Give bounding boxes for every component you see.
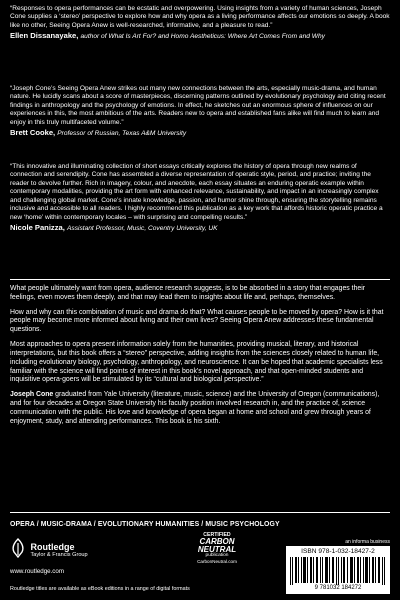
blurb-quote: “Responses to opera performances can be ecstatic and overpowering. Using insights from a variety of human sciences, Joseph Cone supplies a ‘stereo’ perspective to explore how and why opera as a living performance affects our emotions so deeply. A book like no other, Seeing Opera Anew is well-researched, informative, and a pleasure to read.” (10, 5, 390, 29)
cert-line-3: publication (205, 553, 229, 559)
informa-business: an informa business (345, 539, 390, 545)
routledge-logo-icon (10, 538, 26, 563)
cert-neutral: NEUTRAL (197, 544, 237, 554)
publisher-name: Routledge (30, 541, 75, 552)
blurb-author: Brett Cooke, (10, 128, 56, 138)
divider (10, 279, 390, 280)
blurb-quote: “Joseph Cone’s Seeing Opera Anew strikes out many new connections between the arts, especially music-drama, and human nature. He lucidly scans about a score of masterpieces, discerning patterns outlined by evolutionary psychology and citing recent findings in anthropology and the psychology of emotions. In effect, he sketches out an enormous sphere of influences on our experiences in this, the most ambitious of the arts. Readers new to opera and established fans alike will find much to learn and enjoy in this truly multifaceted volume.” (10, 85, 386, 126)
blurb-author-role: Professor of Russian, Texas A&M University (57, 130, 187, 138)
cert-line-1: CERTIFIED (203, 532, 231, 538)
blurb-2 (10, 85, 390, 138)
publisher-website: www.routledge.com (10, 568, 64, 575)
subject-categories: OPERA / MUSIC-DRAMA / EVOLUTIONARY HUMANITIES / MUSIC PSYCHOLOGY (10, 521, 280, 528)
blurb-3 (10, 163, 390, 233)
blurb-author-role: Assistant Professor, Music, Coventry University, UK (67, 225, 218, 233)
blurb-attribution (10, 31, 390, 41)
isbn-label: ISBN 978-1-032-18427-2 (301, 548, 375, 555)
barcode-digits: 9 781032 184272 (314, 585, 362, 591)
author-bio (10, 391, 390, 426)
cert-website: CarbonNeutral.com (197, 559, 237, 565)
isbn-barcode-box (286, 546, 390, 594)
blurb-author-role: author of What Is Art For? and Homo Aestheticus: Where Art Comes From and Why (80, 33, 325, 41)
divider (10, 512, 390, 513)
blurb-attribution (10, 128, 390, 138)
barcode-icon (290, 557, 386, 585)
ebook-note: Routledge titles are available as eBook editions in a range of digital formats (10, 586, 190, 592)
blurb-attribution (10, 223, 390, 233)
carbon-neutral-certification (188, 532, 246, 564)
blurb-quote: “This innovative and illuminating collection of short essays critically explores the history of opera through new realms of connection and serendipity. Cone has assembled a diverse representation of operatic style, period, and practice; inviting the reader to devolve further. Rich in imagery, colour, and anecdote, each essay situates an enduring operatic example within contemporary modalities, providing the art form with enhanced relevance, sustainability, and impact in an increasingly complex and challenging global market. Cone’s innate knowledge, passion, and humor shine through, ensuring the storytelling remains inclusive and accessible to all readers. I highly recommend this publication as a key work that affords historic operatic practice a new ‘home’ within contemporary locales – with surprising and compelling results.” (10, 163, 383, 221)
description-paragraph: How and why can this combination of music and drama do that? What causes people to be moved by opera? How is it that people may become more informed about living and their own lives? Seeing Opera Anew addresses these fundamental questions. (10, 308, 384, 334)
cert-carbon: CARBON (199, 537, 235, 546)
blurb-author: Ellen Dissanayake, (10, 31, 79, 41)
description-paragraph: What people ultimately want from opera, audience research suggests, is to be absorbed in a story that engages their feelings, even moves them deeply, and that may lead them to insights about life and, perhaps, themselves. (10, 285, 366, 301)
author-bio-text: graduated from Yale University (literature, music, science) and the University of Oregon (communications), and for four decades at Oregon State University his faculty position involved research in, and the practice of, science communication with the public. His love and knowledge of opera began at home and school and grew through years of enjoyment, study, and attending performances. This book is his sixth. (10, 391, 380, 425)
author-name: Joseph Cone (10, 391, 54, 399)
blurb-author: Nicole Panizza, (10, 223, 65, 233)
book-description (10, 285, 390, 433)
publisher-logo (10, 538, 88, 563)
publisher-group: Taylor & Francis Group (30, 551, 88, 558)
description-paragraph: Most approaches to opera present information solely from the humanities, providing musical, literary, and historical interpretations, but this book offers a “stereo” perspective, adding insights from the sciences closely related to human life, including evolutionary biology, psychology, anthropology, and neuroscience. It can be hoped that academic specialists less familiar with the science will find points of interest in this book’s novel approach, and that open-minded students and inquisitive opera-goers will be stimulated by its “cultural and biological perspective.” (10, 341, 383, 384)
blurb-1 (10, 5, 390, 41)
